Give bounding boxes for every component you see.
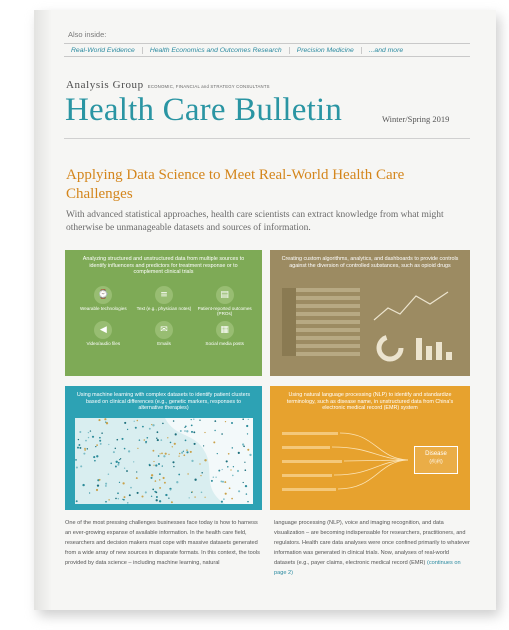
panel-data-sources [65,250,262,376]
spine-shading [34,10,52,610]
source-video-audio [73,321,134,352]
cluster-point [168,498,169,499]
cluster-point [248,419,249,420]
cluster-point [115,498,117,500]
cluster-point [231,498,233,500]
cluster-point [199,463,200,464]
cluster-point [79,431,81,433]
cluster-point [199,420,200,421]
cluster-point [191,460,193,462]
cluster-point [155,464,157,466]
cluster-point [191,431,193,433]
body-column-1 [65,518,262,579]
cluster-point [249,454,251,456]
cluster-point [175,433,177,435]
cluster-point [214,420,216,422]
also-inside-links [64,43,470,57]
disease-label: Disease [425,451,447,457]
article-headline: Applying Data Science to Meet Real-World Health Care Challenges [66,167,405,202]
cluster-point [152,450,154,452]
cluster-point [105,485,107,487]
cluster-point [155,480,157,482]
panel-data-sources-text: Analyzing structured and unstructured data from multiple sources to identify influencers and predictors for treatment response or to complement clinical trials [82,256,245,276]
cluster-point [149,464,151,466]
body-column-2 [274,518,471,579]
dashboard-illustration [278,280,464,370]
cluster-point [162,423,164,425]
cluster-point [156,496,158,498]
cluster-point [157,431,159,433]
source-social [194,321,255,352]
cluster-point [99,437,101,439]
cluster-point [225,421,226,422]
cluster-point [163,477,165,479]
inside-link-heor[interactable]: Health Economics and Outcomes Research [143,47,290,54]
cluster-point [157,439,159,441]
cluster-point [237,470,239,472]
cluster-point [227,466,229,468]
publisher-logo [66,79,270,91]
cluster-point [119,459,120,460]
source-label: Emails [157,341,171,346]
cluster-point [129,494,131,496]
cluster-point [218,470,220,472]
cluster-point [238,452,240,454]
cluster-point [222,469,223,470]
cluster-point [110,463,112,465]
cluster-point [99,440,101,442]
cluster-point [238,490,240,492]
body-paragraph-2-text: language processing (NLP), voice and imaging recognition, and data visualization – are becoming indispensable for researchers, practitioners, and regulators. Health care data analyses were once confined primarily to whatever information was generated in clinical trials. Now, analyses of real-world datasets (e.g., payer claims, electronic medical record (EMR) [274,520,470,567]
source-label: Patient-reported outcomes (PROs) [197,306,252,317]
cluster-point [124,422,126,424]
cluster-point [133,461,134,462]
source-label: Video/audio files [86,341,121,346]
cluster-point [128,450,130,452]
mapping-lines-graphic [332,433,408,489]
cluster-point [232,475,234,477]
cluster-point [121,438,123,440]
cluster-point [94,460,96,462]
panel-machine-learning-text: Using machine learning with complex datasets to identify patient clusters based on clinical differences (e.g., genetic markers, responses to alternative therapies) [76,392,251,412]
cluster-point [204,459,206,461]
cluster-point [179,453,181,455]
cluster-point [159,500,161,502]
cluster-point [171,501,173,503]
cluster-point [158,463,160,465]
cluster-point [101,432,103,434]
source-pros [194,286,255,317]
cluster-point [242,443,244,445]
cluster-point [232,447,234,449]
cluster-point [96,455,98,457]
cluster-point [173,466,174,467]
publisher-name: Analysis Group [66,79,144,91]
cluster-point [244,462,245,463]
cluster-point [191,425,193,427]
cluster-point [159,479,161,481]
cluster-point [82,484,84,486]
cluster-point [118,498,119,499]
cluster-point [154,491,156,493]
cluster-point [108,473,109,474]
panel-dashboards [270,250,470,376]
cluster-point [186,451,188,453]
cluster-point [189,497,190,498]
cluster-point [104,418,106,420]
cluster-point [185,440,187,442]
cluster-point [123,499,125,501]
cluster-point [137,448,138,449]
cluster-point [149,428,151,430]
masthead-divider [64,138,470,139]
cluster-point [95,446,96,447]
cluster-point [162,465,163,466]
cluster-point [194,479,196,481]
cluster-point [221,501,223,503]
cluster-point [245,469,247,471]
cluster-point [105,501,107,503]
cluster-point [163,455,165,457]
panel-nlp [270,386,470,510]
cluster-point [156,438,157,439]
cluster-point [100,443,102,445]
cluster-point [213,476,214,477]
cluster-point [151,496,152,497]
cluster-point [178,474,180,476]
cluster-point [139,439,141,441]
bar-graphic [416,338,452,360]
clipboard-icon: ▤ [216,286,234,304]
cluster-point [75,459,77,461]
cluster-point [158,455,160,457]
cluster-point [187,473,188,474]
cluster-point [247,449,249,451]
cluster-point [200,475,201,476]
inside-link-precision[interactable]: Precision Medicine [290,47,362,54]
cluster-point [151,424,152,425]
cluster-point [93,456,95,458]
data-source-icons [73,286,255,352]
cluster-point [96,444,98,446]
cluster-point [186,449,188,451]
cluster-point [164,482,166,484]
cluster-point [193,431,195,433]
cluster-point [191,492,192,493]
cluster-point [124,496,126,498]
cluster-point [159,453,160,454]
cluster-point [170,442,172,444]
cluster-point [191,419,192,420]
cluster-point [176,481,178,483]
panel-nlp-text: Using natural language processing (NLP) to identify and standardize terminology, such as disease name, in unstructured data from China's electronic medical record (EMR) system [286,392,454,412]
cluster-point [172,446,173,447]
issue-date: Winter/Spring 2019 [382,114,450,124]
panel-dashboards-text: Creating custom algorithms, analytics, and dashboards to provide controls against the diversion of controlled substances, such as opioid drugs [281,256,459,269]
cluster-point [160,439,162,441]
cluster-point [80,465,82,467]
cluster-point [105,483,107,485]
cluster-point [130,487,132,489]
cluster-point [115,448,116,449]
cluster-point [78,439,79,440]
cluster-point [87,448,88,449]
cluster-point [137,492,139,494]
cluster-point [146,437,148,439]
cluster-point [215,477,216,478]
body-paragraph-2 [274,518,471,579]
cluster-point [119,482,120,483]
cluster-point [145,491,147,493]
cluster-point [168,454,169,455]
cluster-point [105,421,106,422]
also-inside-label: Also inside: [68,30,107,39]
cluster-point [193,418,194,419]
donut-graphic [379,337,401,359]
cluster-point [153,461,154,462]
cluster-point [217,453,218,454]
cluster-point [108,499,109,500]
cluster-point [127,502,128,503]
cluster-illustration [75,418,253,504]
cluster-point [247,433,248,434]
cluster-point [89,492,90,493]
cluster-point [223,498,225,500]
cluster-point [96,489,98,491]
cluster-point [226,460,228,462]
cluster-point [167,437,168,438]
cluster-point [116,461,118,463]
cluster-point [214,430,215,431]
cluster-point [243,445,245,447]
cluster-point [153,465,154,466]
cluster-point [246,493,247,494]
publisher-tagline: ECONOMIC, FINANCIAL and STRATEGY CONSULTANTS [147,84,270,89]
cluster-point [124,468,125,469]
text-lines-graphic [282,432,342,491]
source-wearables [73,286,134,317]
cluster-point [161,453,163,455]
cluster-point [142,426,144,428]
cluster-point [84,448,86,450]
cluster-point [228,453,230,455]
continued-link[interactable]: (continues on page 2) [274,560,461,577]
cluster-point [151,474,153,476]
envelope-icon: ✉ [155,321,173,339]
cluster-point [183,454,185,456]
cluster-point [204,432,205,433]
trend-line-graphic [374,292,448,320]
cluster-point [118,462,120,464]
cluster-point [204,497,205,498]
cluster-point [184,427,185,428]
cluster-point [115,466,117,468]
cluster-point [85,440,87,442]
body-paragraph-1: One of the most pressing challenges businesses face today is how to harness an ever-growing expanse of available information. In the health care field, researchers and decision makers must cope with massive datasets generated from a wide array of new sources in disparate formats. In this context, the tools provided by data science – including machine learning, natural [65,520,260,567]
inside-link-more[interactable]: ...and more [368,46,404,54]
cluster-point [127,429,128,430]
cluster-point [150,477,152,479]
cluster-point [174,443,176,445]
cluster-point [134,421,135,422]
document-icon: ≡ [155,286,173,304]
source-label: Wearable technologies [80,306,127,311]
cluster-point [245,485,247,487]
bulletin-cover [34,10,496,610]
cluster-point [136,477,138,479]
cluster-point [122,482,124,484]
cluster-point [247,501,249,503]
watch-icon: ⌚ [94,286,112,304]
cluster-point [152,424,154,426]
cluster-point [137,420,139,422]
cluster-point [117,464,119,466]
cluster-point [126,470,128,472]
cluster-point [194,496,195,497]
cluster-point [76,466,78,468]
cluster-point [141,495,143,497]
cluster-point [203,445,204,446]
cluster-point [156,499,158,501]
cluster-point [181,452,183,454]
cluster-point [77,447,79,449]
cluster-point [224,481,226,483]
cluster-point [136,471,137,472]
cluster-point [165,453,167,455]
cluster-point [88,432,89,433]
also-inside-bar [64,30,470,57]
cluster-point [201,472,203,474]
disease-label-zh: (疾病) [429,459,443,465]
cluster-point [184,430,185,431]
cluster-point [173,420,175,422]
article-deck: With advanced statistical approaches, health care scientists can extract knowledge from what might otherwise be unmanageable datasets and sources of information. [66,210,444,233]
cluster-point [98,419,100,421]
cluster-point [243,482,244,483]
disease-box [414,446,458,474]
cluster-point [113,451,115,453]
social-icon: ▦ [216,321,234,339]
cluster-point [231,422,233,424]
cluster-point [222,481,224,483]
panel-machine-learning [65,386,262,510]
cluster-point [211,480,213,482]
article-body [65,518,471,579]
cluster-point [79,447,81,449]
cluster-point [172,461,174,463]
source-label: Social media posts [205,341,244,346]
cluster-point [180,430,182,432]
cluster-point [190,451,192,453]
cluster-point [178,455,179,456]
cluster-point [183,451,184,452]
cluster-point [99,479,101,481]
cluster-point [97,484,99,486]
cluster-point [92,436,94,438]
cluster-point [165,494,167,496]
cluster-point [221,433,223,435]
cluster-point [135,427,137,429]
cluster-point [78,444,80,446]
source-label: Text (e.g., physician notes) [136,306,192,311]
cluster-point [117,492,119,494]
cluster-point [88,437,89,438]
cluster-point [170,489,172,491]
cluster-point [76,500,78,502]
speaker-icon: ◀ [94,321,112,339]
cluster-point [230,469,231,470]
cluster-point [159,487,161,489]
cluster-point [225,493,227,495]
inside-link-rwe[interactable]: Real-World Evidence [64,47,143,54]
cluster-point [194,443,196,445]
cluster-point [233,466,234,467]
cluster-point [124,448,126,450]
cluster-point [246,425,248,427]
cluster-point [83,453,85,455]
cluster-point [201,491,203,493]
cluster-point [90,430,91,431]
cluster-point [145,441,147,443]
cluster-point [242,418,244,420]
cluster-point [116,439,118,441]
cluster-point [186,430,188,432]
cluster-point [108,444,109,445]
cluster-point [213,441,215,443]
cluster-point [159,473,161,475]
masthead-title: Health Care Bulletin [65,92,343,128]
cluster-point [144,439,146,441]
cluster-point [229,487,231,489]
source-text [134,286,195,317]
source-emails [134,321,195,352]
cluster-point [152,489,154,491]
